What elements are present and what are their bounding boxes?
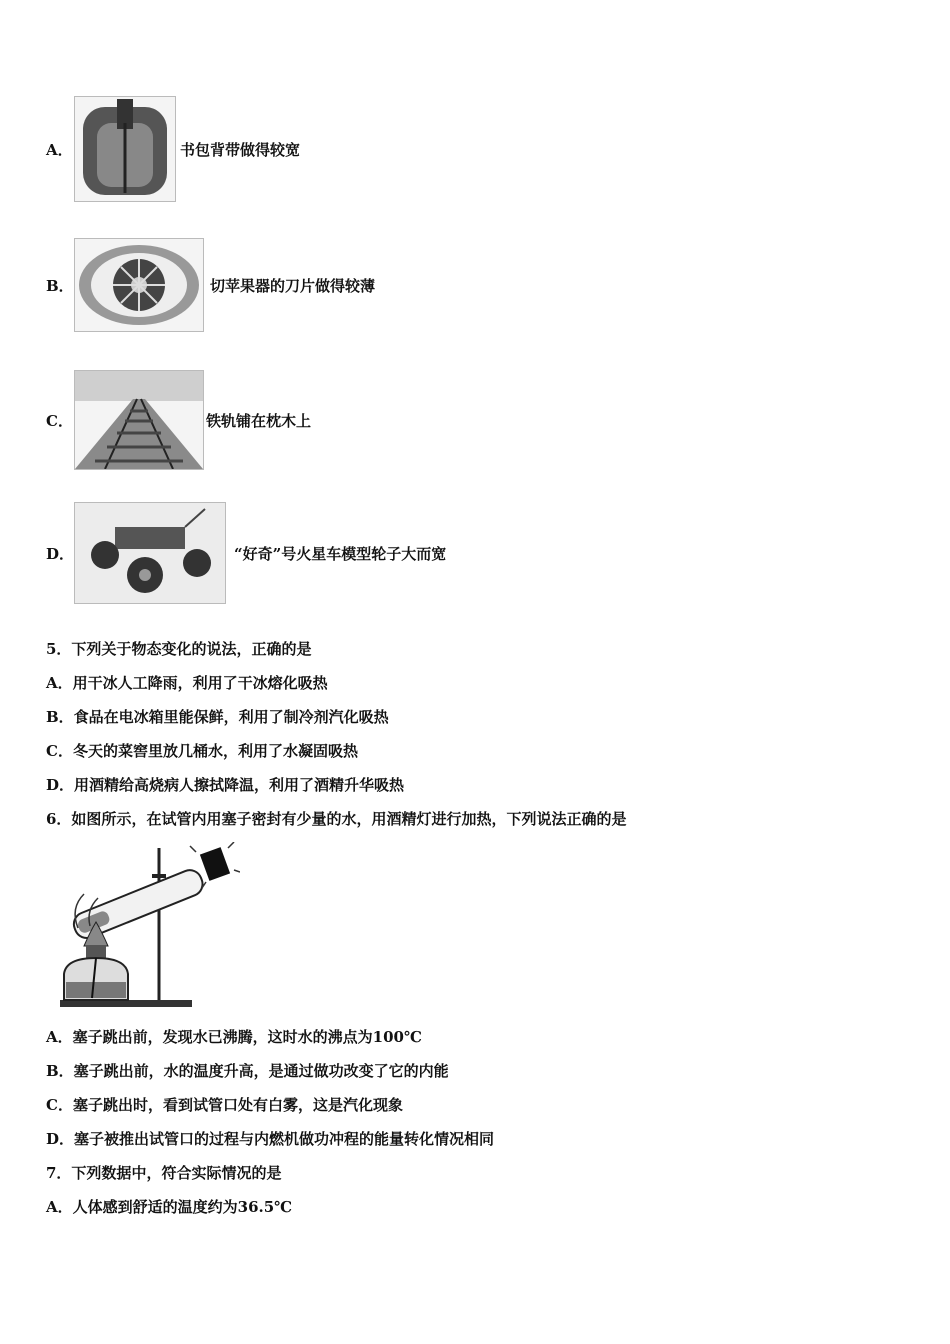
option-a-row bbox=[46, 96, 300, 202]
railway-track-image bbox=[74, 370, 204, 470]
q6-option-c: C．塞子跳出时，看到试管口处有白雾，这是汽化现象 bbox=[46, 1096, 403, 1114]
option-letter: C． bbox=[46, 411, 73, 430]
option-text: 铁轨铺在枕木上 bbox=[206, 411, 312, 430]
option-d-row bbox=[46, 502, 446, 604]
option-text: “好奇”号火星车模型轮子大而宽 bbox=[234, 544, 447, 563]
option-b-row bbox=[46, 238, 375, 332]
mars-rover-image bbox=[74, 502, 226, 604]
option-text: 书包背带做得较宽 bbox=[180, 140, 301, 159]
option-letter: D． bbox=[46, 544, 75, 563]
q6-option-b: B．塞子跳出前，水的温度升高，是通过做功改变了它的内能 bbox=[46, 1062, 449, 1080]
test-tube-apparatus-image bbox=[56, 842, 240, 1010]
backpack-image bbox=[74, 96, 176, 202]
option-text: 切苹果器的刀片做得较薄 bbox=[210, 276, 376, 295]
apple-slicer-image bbox=[74, 238, 204, 332]
q5-stem: 5．下列关于物态变化的说法，正确的是 bbox=[46, 640, 312, 658]
option-letter: A． bbox=[46, 140, 73, 159]
q6-stem: 6．如图所示，在试管内用塞子密封有少量的水，用酒精灯进行加热，下列说法正确的是 bbox=[46, 810, 627, 828]
option-c-row bbox=[46, 370, 311, 470]
q5-option-b: B．食品在电冰箱里能保鲜，利用了制冷剂汽化吸热 bbox=[46, 708, 389, 726]
q5-option-d: D．用酒精给高烧病人擦拭降温，利用了酒精升华吸热 bbox=[46, 776, 405, 794]
q5-option-a: A．用干冰人工降雨，利用了干冰熔化吸热 bbox=[46, 674, 328, 692]
option-letter: B． bbox=[46, 276, 74, 295]
q7-stem: 7．下列数据中，符合实际情况的是 bbox=[46, 1164, 282, 1182]
q5-option-c: C．冬天的菜窖里放几桶水，利用了水凝固吸热 bbox=[46, 742, 358, 760]
q6-option-a: A．塞子跳出前，发现水已沸腾，这时水的沸点为100℃ bbox=[46, 1028, 422, 1046]
q6-option-d: D．塞子被推出试管口的过程与内燃机做功冲程的能量转化情况相同 bbox=[46, 1130, 495, 1148]
q7-option-a: A．人体感到舒适的温度约为36.5℃ bbox=[46, 1198, 293, 1216]
